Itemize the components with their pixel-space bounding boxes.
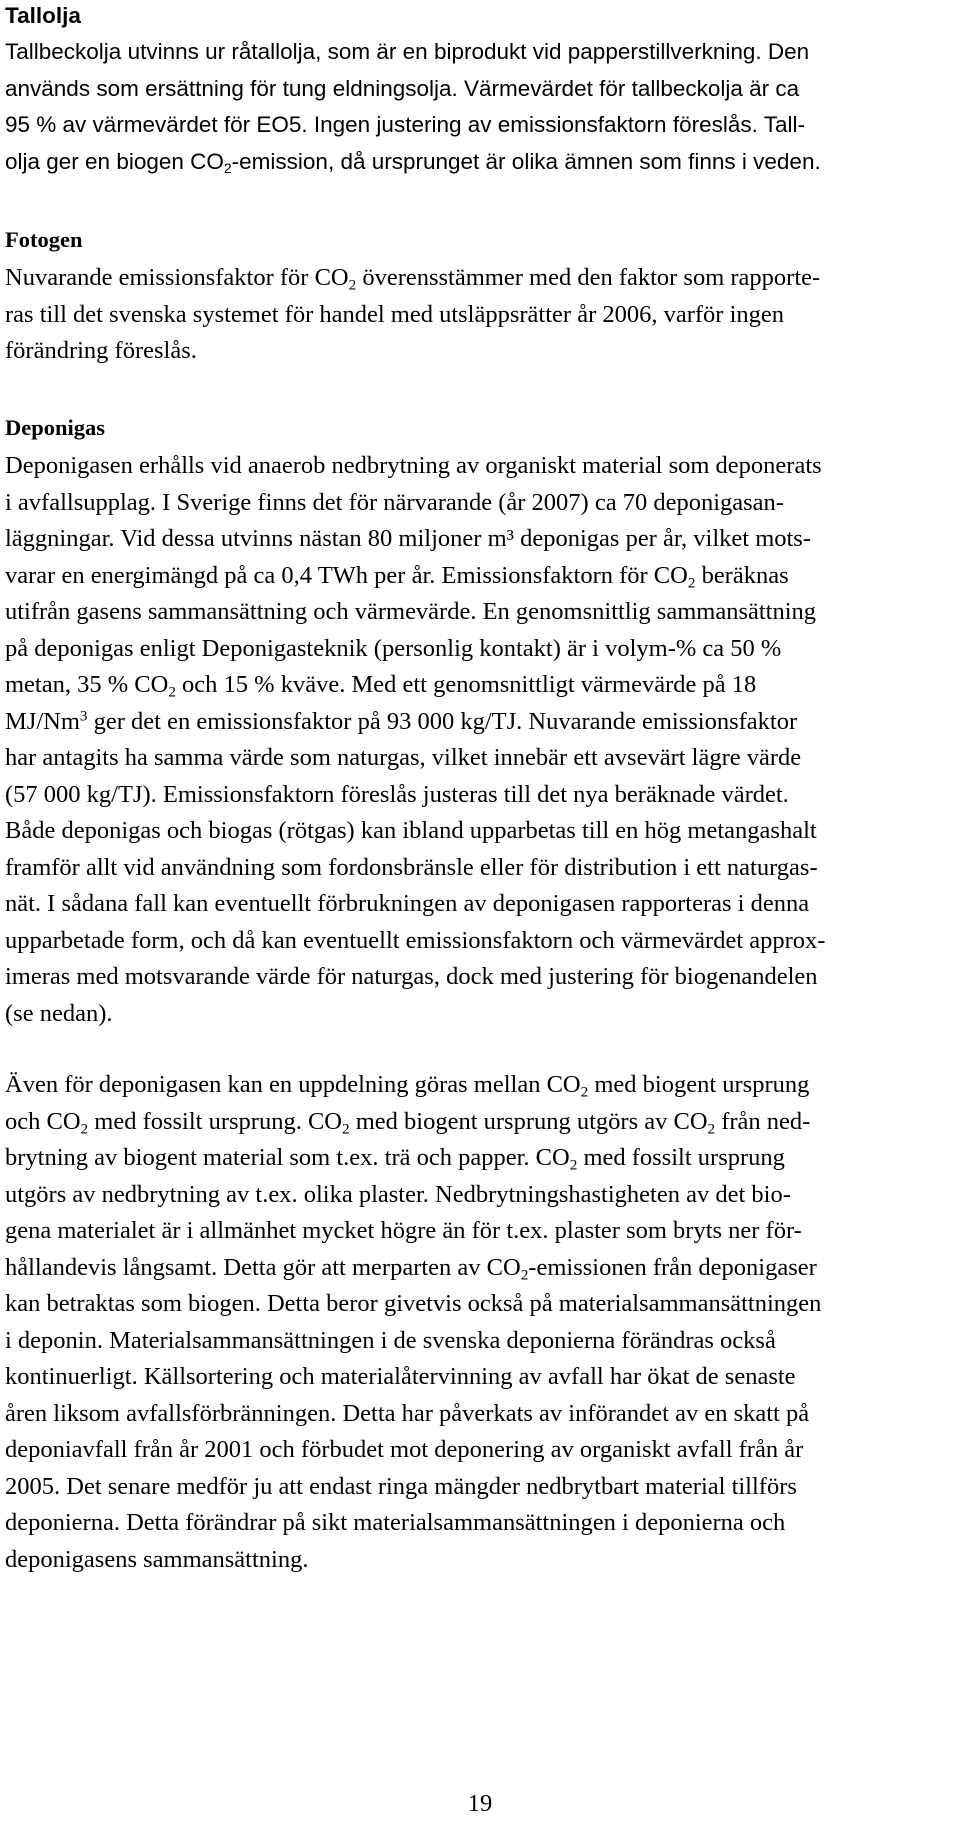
section-deponigas — [5, 414, 825, 1578]
text-line: hållandevis långsamt. Detta gör att merparten av $CO_2$-emissionen från deponigaser — [5, 1253, 817, 1283]
text-line: (se nedan). — [5, 999, 113, 1027]
subscript: 2 — [520, 1265, 529, 1283]
text-line: varar en energimängd på ca 0,4 TWh per år. Emissionsfaktorn för $CO_2$ beräknas — [5, 561, 789, 591]
text-line: används som ersättning för tung eldningsolja. Värmevärdet för tallbeckolja är ca — [5, 75, 800, 101]
paragraph-deponigas-2 — [5, 1067, 825, 1578]
text-line: upparbetade form, och då kan eventuellt emissionsfaktorn och värmevärdet approx- — [5, 926, 826, 954]
text-line: deponierna. Detta förändrar på sikt materialsammansättningen i deponierna och — [5, 1509, 786, 1536]
text-line: deponiavfall från år 2001 och förbudet mot deponering av organiskt avfall från år — [5, 1436, 804, 1463]
subscript: 2 — [687, 573, 696, 591]
text-line: kontinuerligt. Källsortering och materialåtervinning av avfall har ökat de senaste — [5, 1363, 796, 1390]
text-line: Nuvarande emissionsfaktor för $CO_2$ överensstämmer med den faktor som rapporte- — [5, 264, 821, 294]
subscript: 2 — [569, 1156, 578, 1174]
text-line: förändring föreslås. — [5, 337, 197, 364]
text-line: deponigasens sammansättning. — [5, 1545, 309, 1573]
subscript: 2 — [707, 1119, 716, 1137]
subscript: 2 — [341, 1119, 350, 1137]
section-heading-deponigas: Deponigas — [5, 415, 106, 440]
text-line: olja ger en biogen $CO_2$-emission, då ursprunget är olika ämnen som finns i veden. — [5, 148, 821, 176]
text-line: åren liksom avfallsförbränningen. Detta har påverkats av införandet av en skatt på — [5, 1399, 810, 1427]
section-tallolja — [5, 0, 821, 180]
text-line: gena materialet är i allmänhet mycket högre än för t.ex. plaster som bryts ner för- — [5, 1217, 802, 1244]
subscript: 2 — [348, 276, 357, 294]
text-line: imeras med motsvarande värde för naturgas, dock med justering för biogenandelen — [5, 963, 818, 990]
text-line: 2005. Det senare medför ju att endast ringa mängder nedbrytbart material tillförs — [5, 1472, 797, 1500]
text-line: och $CO_2$ med fossilt ursprung. $CO_2$ med biogent ursprung utgörs av $CO_2$ från ned- — [5, 1107, 811, 1137]
subscript: 2 — [80, 1119, 89, 1137]
paragraph-tallolja — [5, 34, 821, 180]
text-line: kan betraktas som biogen. Detta beror givetvis också på materialsammansättningen — [5, 1290, 822, 1317]
text-line: utifrån gasens sammansättning och värmevärde. En genomsnittlig sammansättning — [5, 598, 817, 625]
text-line: nät. I sådana fall kan eventuellt förbrukningen av deponigasen rapporteras i denna — [5, 890, 810, 917]
page-number: 19 — [467, 1790, 493, 1817]
text-line: Både deponigas och biogas (rötgas) kan ibland upparbetas till en hög metangashalt — [5, 817, 817, 844]
text-line: i deponin. Materialsammansättningen i de svenska deponierna förändras också — [5, 1326, 776, 1354]
text-line: MJ/Nm$^3$ ger det en emissionsfaktor på 93 000 kg/TJ. Nuvarande emissionsfaktor — [5, 707, 798, 735]
section-heading-tallolja: Tallolja — [5, 3, 81, 28]
superscript: 3 — [79, 707, 88, 725]
text-line: utgörs av nedbrytning av t.ex. olika plaster. Nedbrytningshastigheten av det bio- — [5, 1180, 791, 1208]
text-line: har antagits ha samma värde som naturgas, vilket innebär ett avsevärt lägre värde — [5, 744, 802, 771]
subscript: 2 — [168, 683, 176, 701]
text-line: Även för deponigasen kan en uppdelning göras mellan $CO_2$ med biogent ursprung — [5, 1071, 810, 1101]
text-line: läggningar. Vid dessa utvinns nästan 80 miljoner m³ deponigas per år, vilket mots- — [5, 525, 811, 552]
text-line: framför allt vid användning som fordonsbränsle eller för distribution i ett naturgas- — [5, 853, 818, 881]
text-line: 95 % av värmevärdet för EO5. Ingen justering av emissionsfaktorn föreslås. Tall- — [5, 112, 805, 137]
text-line: ras till det svenska systemet för handel med utsläppsrätter år 2006, varför ingen — [5, 300, 785, 328]
text-line: metan, 35 % $CO_2$ och 15 % kväve. Med ett genomsnittligt värmevärde på 18 — [5, 671, 757, 701]
paragraph-deponigas-1 — [5, 448, 825, 1032]
text-line: i avfallsupplag. I Sverige finns det för närvarande (år 2007) ca 70 deponigasan- — [5, 488, 784, 516]
text-line: (57 000 kg/TJ). Emissionsfaktorn föreslås justeras till det nya beräknade värdet. — [5, 780, 789, 808]
text-line: på deponigas enligt Deponigasteknik (personlig kontakt) är i volym-% ca 50 % — [5, 634, 782, 662]
paragraph-fotogen — [5, 260, 820, 370]
text-line: Deponigasen erhålls vid anaerob nedbrytning av organiskt material som deponerats — [5, 452, 822, 479]
section-heading-fotogen: Fotogen — [5, 227, 83, 252]
subscript: 2 — [580, 1083, 589, 1101]
section-fotogen — [5, 226, 820, 370]
text-line: Tallbeckolja utvinns ur råtallolja, som är en biprodukt vid papperstillverkning. Den — [5, 39, 810, 64]
text-line: brytning av biogent material som t.ex. trä och papper. $CO_2$ med fossilt ursprung — [5, 1144, 785, 1174]
subscript: 2 — [223, 159, 232, 176]
